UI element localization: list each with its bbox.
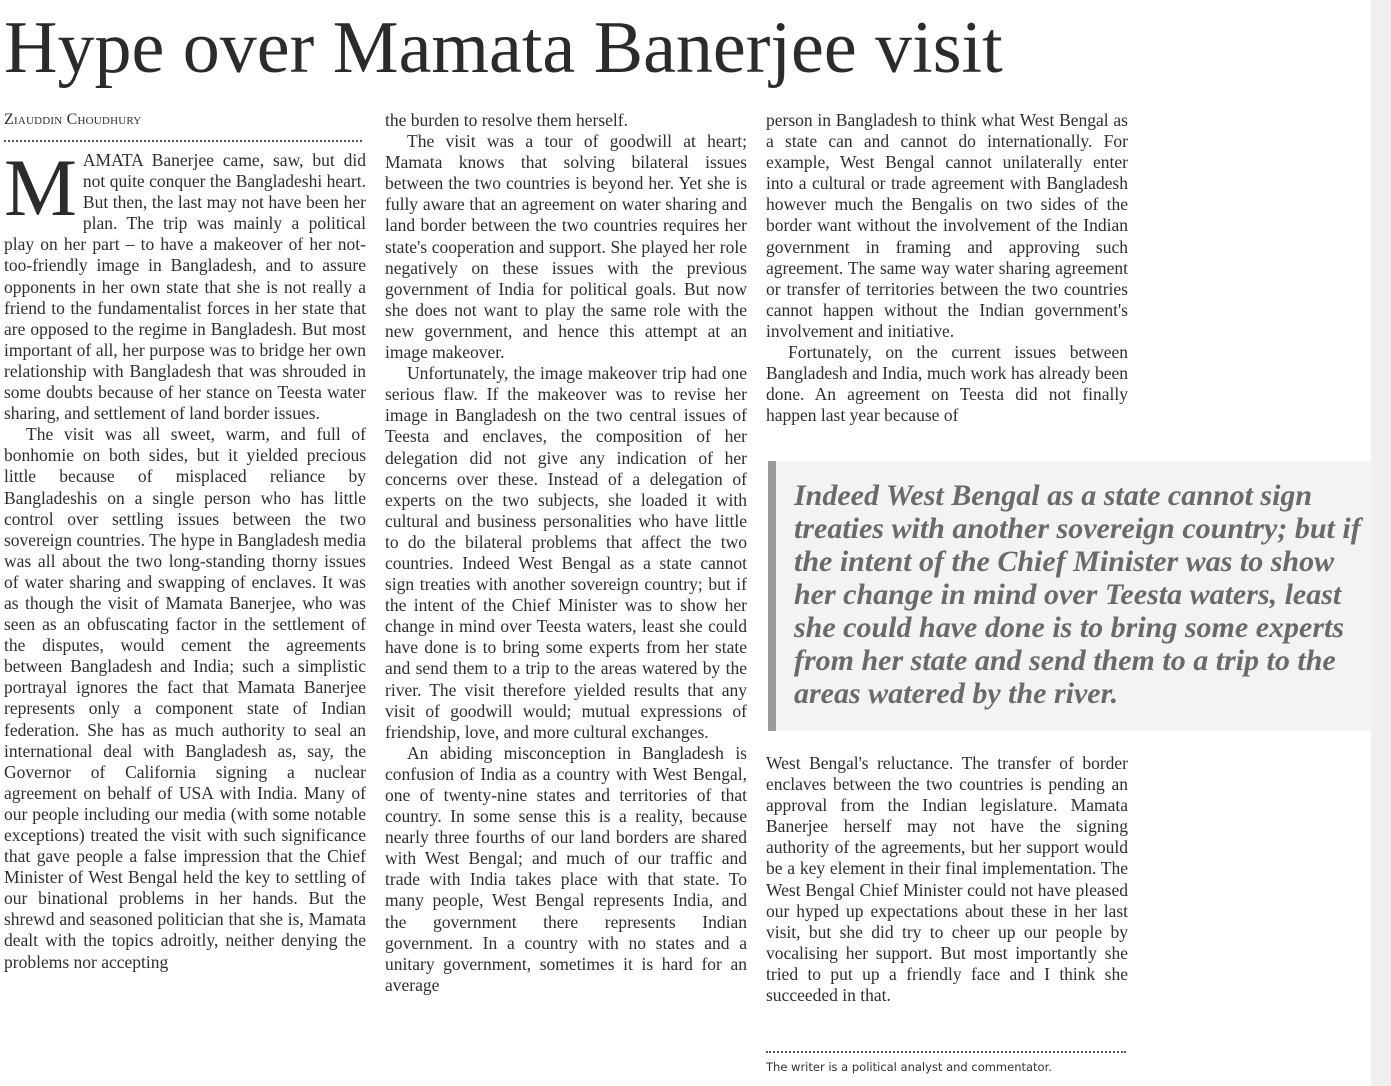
page-edge xyxy=(1371,0,1391,1086)
headline: Hype over Mamata Banerjee visit xyxy=(4,7,1003,89)
paragraph xyxy=(4,142,366,424)
paragraph: West Bengal's reluctance. The transfer of border enclaves between the two countries is pending an approval from the Indian legislature. Mamata Banerjee herself may not have the signing authority of the agreements, but her support would be a key element in their final implementation. The West Bengal Chief Minister could not have pleased our hyped up expectations about these in her last visit, but she did try to cheer up our people by vocalising her support. But most importantly she tried to put up a friendly face and I think she succeeded in that. xyxy=(766,753,1128,1006)
paragraph: The visit was all sweet, warm, and full of bonhomie on both sides, but it yielded precious little because of misplaced reliance by Bangladeshis on a single person who has little control over settling issues between the two sovereign countries. The hype in Bangladesh media was all about the two long-standing thorny issues of water sharing and swapping of enclaves. It was as though the visit of Mamata Banerjee, who was seen as an obfuscating factor in the settlement of the disputes, would cement the agreements between Bangladesh and India; such a simplistic portrayal ignores the fact that Mamata Banerjee represents only a component state of Indian federation. She has as much authority to seal an international deal with Bangladesh as, say, the Governor of California signing a nuclear agreement on behalf of USA with India. Many of our people including our media (with some notable exceptions) treated the visit with such significance that gave people a false impression that the Chief Minister of West Bengal held the key to settling of our binational problems in her hands. But the shrewd and seasoned politician that she is, Mamata dealt with the topics adroitly, neither denying the problems nor accepting xyxy=(4,424,366,972)
paragraph: Fortunately, on the current issues between Bangladesh and India, much work has already been done. An agreement on Teesta did not finally happen last year because of xyxy=(766,342,1128,426)
author-note: The writer is a political analyst and commentator. xyxy=(766,1060,1052,1074)
article-column-1 xyxy=(4,110,366,973)
article-column-3-bottom xyxy=(766,753,1128,1006)
byline: Ziauddin Choudhury xyxy=(4,111,142,128)
paragraph: The visit was a tour of goodwill at heart; Mamata knows that solving bilateral issues between the two countries is beyond her. Yet she is fully aware that an agreement on water sharing and land border between the two countries requires her state's cooperation and support. She played her role negatively on these issues with the previous government of India for political goals. But now she does not want to play the same role with the new government, and hence this attempt at an image makeover. xyxy=(385,131,747,363)
paragraph-text: AMATA Banerjee came, saw, but did not quite conquer the Bangladeshi heart. But then, the last may not have been her plan. The trip was mainly a political play on her part – to have a makeover of her not-too-friendly image in Bangladesh, and to assure opponents in her own state that she is not really a friend to the fundamentalist forces in her state that are opposed to the regime in Bangladesh. But most important of all, her purpose was to bridge her own relationship with Bangladesh that was shrouded in some doubts because of her stance on Teesta water sharing, and settlement of land border issues. xyxy=(4,150,366,424)
article-column-3-top xyxy=(766,110,1128,426)
footer-divider xyxy=(766,1051,1126,1053)
drop-cap: M xyxy=(4,142,77,233)
paragraph: An abiding misconception in Bangladesh is confusion of India as a country with West Bengal, one of twenty-nine states and territories of that country. In some sense this is a reality, because nearly three fourths of our land borders are shared with West Bengal; and much of our traffic and trade with India takes place with that state. To many people, West Bengal represents India, and the government there represents Indian government. In a country with no states and a unitary government, sometimes it is hard for an average xyxy=(385,742,747,995)
paragraph: person in Bangladesh to think what West Bengal as a state can and cannot do internationally. For example, West Bengal cannot unilaterally enter into a cultural or trade agreement with Bangladesh however much the Bengalis on two sides of the border want without the involvement of the Indian government in framing and approving such agreement. The same way water sharing agreement or transfer of territories between the two countries cannot happen without the Indian government's involvement and initiative. xyxy=(766,110,1128,341)
article-column-2 xyxy=(385,110,747,996)
paragraph: the burden to resolve them herself. xyxy=(385,110,628,130)
paragraph: Unfortunately, the image makeover trip had one serious flaw. If the makeover was to revise her image in Bangladesh on the two central issues of Teesta and enclaves, the composition of her delegation did not give any indication of her concerns over these. Instead of a delegation of experts on the two subjects, she loaded it with cultural and business personalities who have little to do the bilateral problems that affect the two countries. Indeed West Bengal as a state cannot sign treaties with another sovereign country; but if the intent of the Chief Minister was to show her change in mind over Teesta waters, least she could have done is to bring some experts from her state and send them to a trip to the areas watered by the river. The visit therefore yielded results that any visit of goodwill would; mutual expressions of friendship, love, and more cultural exchanges. xyxy=(385,363,747,742)
pull-quote: Indeed West Bengal as a state cannot sign treaties with another sovereign country; but if the intent of the Chief Minister was to show her change in mind over Teesta waters, least she could have done is to bring some experts from her state and send them to a trip to the areas watered by the river. xyxy=(768,461,1371,731)
